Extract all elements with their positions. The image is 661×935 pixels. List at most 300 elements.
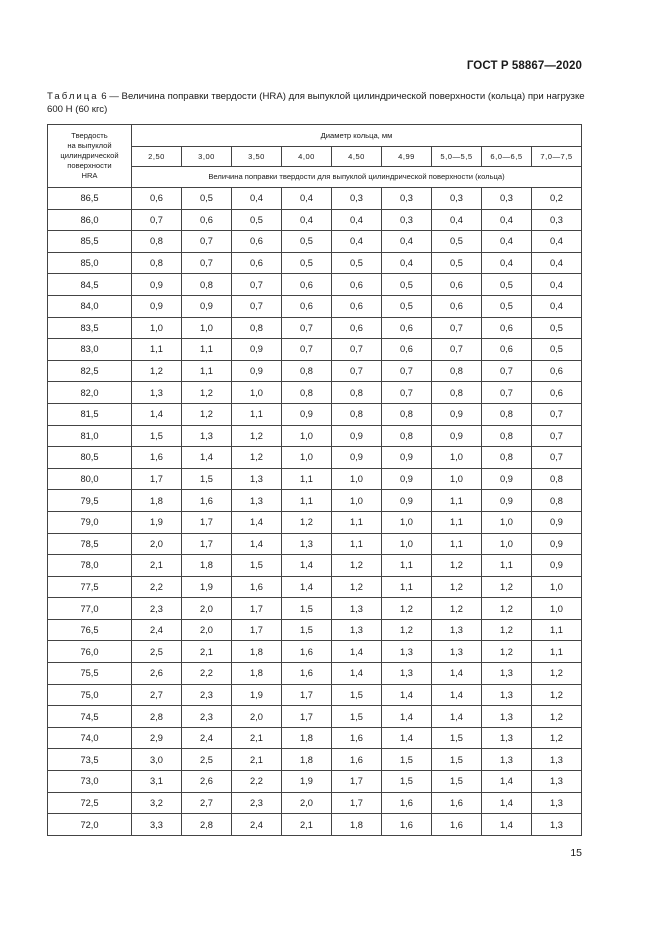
correction-value-cell: 0,8 — [282, 382, 332, 404]
correction-value-cell: 0,7 — [482, 382, 532, 404]
correction-value-cell: 1,4 — [432, 663, 482, 685]
correction-value-cell: 1,1 — [432, 490, 482, 512]
correction-value-cell: 1,3 — [532, 749, 582, 771]
correction-value-cell: 1,2 — [482, 641, 532, 663]
correction-value-cell: 0,3 — [332, 188, 382, 210]
correction-value-cell: 1,4 — [382, 706, 432, 728]
correction-value-cell: 0,4 — [282, 188, 332, 210]
correction-value-cell: 1,3 — [282, 533, 332, 555]
correction-value-cell: 0,8 — [482, 403, 532, 425]
correction-value-cell: 1,3 — [232, 468, 282, 490]
diameter-header-cell: 4,99 — [382, 147, 432, 167]
correction-value-cell: 0,4 — [482, 231, 532, 253]
correction-value-cell: 2,3 — [232, 792, 282, 814]
correction-value-cell: 0,7 — [282, 317, 332, 339]
correction-value-cell: 0,9 — [432, 425, 482, 447]
diameter-header-cell: 6,0—6,5 — [482, 147, 532, 167]
correction-value-cell: 0,8 — [282, 360, 332, 382]
hra-value-cell: 74,0 — [48, 727, 132, 749]
correction-value-cell: 0,4 — [332, 209, 382, 231]
correction-value-cell: 1,0 — [432, 468, 482, 490]
correction-value-cell: 0,6 — [332, 317, 382, 339]
correction-value-cell: 0,8 — [482, 447, 532, 469]
document-code: ГОСТ Р 58867—2020 — [466, 60, 582, 72]
correction-value-cell: 1,5 — [282, 598, 332, 620]
caption-text: 6 — Величина поправки твердости (HRA) для выпуклой цилиндрической поверхности (кольца) при нагрузке 600 Н (60 кгс) — [47, 91, 585, 115]
correction-value-cell: 3,0 — [132, 749, 182, 771]
correction-value-cell: 0,7 — [332, 360, 382, 382]
correction-value-cell: 0,3 — [382, 188, 432, 210]
correction-value-cell: 2,4 — [132, 619, 182, 641]
correction-value-cell: 2,7 — [182, 792, 232, 814]
correction-value-cell: 0,7 — [482, 360, 532, 382]
correction-value-cell: 0,9 — [132, 295, 182, 317]
hra-value-cell: 85,0 — [48, 252, 132, 274]
correction-value-cell: 1,6 — [332, 727, 382, 749]
correction-value-cell: 0,8 — [482, 425, 532, 447]
diameter-group-header: Диаметр кольца, мм — [132, 125, 582, 147]
correction-value-cell: 0,8 — [182, 274, 232, 296]
correction-value-cell: 0,5 — [532, 317, 582, 339]
correction-value-cell: 1,7 — [232, 619, 282, 641]
correction-value-cell: 1,2 — [532, 663, 582, 685]
correction-value-cell: 1,2 — [482, 619, 532, 641]
correction-value-cell: 1,9 — [182, 576, 232, 598]
correction-value-cell: 1,0 — [382, 511, 432, 533]
hra-value-cell: 81,5 — [48, 403, 132, 425]
correction-value-cell: 1,4 — [282, 555, 332, 577]
correction-value-cell: 1,0 — [532, 598, 582, 620]
correction-value-cell: 0,8 — [532, 490, 582, 512]
correction-value-cell: 0,7 — [232, 295, 282, 317]
correction-value-cell: 0,5 — [282, 231, 332, 253]
correction-value-cell: 1,1 — [382, 576, 432, 598]
correction-value-cell: 0,4 — [332, 231, 382, 253]
correction-value-cell: 0,8 — [382, 425, 432, 447]
correction-value-cell: 1,0 — [432, 447, 482, 469]
correction-value-cell: 0,9 — [482, 468, 532, 490]
correction-value-cell: 1,3 — [532, 792, 582, 814]
hardness-column-header — [48, 125, 132, 188]
correction-value-cell: 2,2 — [182, 663, 232, 685]
correction-value-cell: 1,1 — [432, 533, 482, 555]
correction-value-cell: 0,6 — [382, 317, 432, 339]
hra-value-cell: 73,5 — [48, 749, 132, 771]
correction-value-cell: 2,0 — [232, 706, 282, 728]
diameter-header-cell: 4,50 — [332, 147, 382, 167]
correction-value-cell: 1,5 — [232, 555, 282, 577]
hra-value-cell: 79,5 — [48, 490, 132, 512]
correction-value-cell: 0,7 — [382, 360, 432, 382]
table-row — [48, 382, 582, 404]
correction-value-cell: 1,8 — [132, 490, 182, 512]
caption-label: Таблица — [47, 91, 99, 102]
correction-value-cell: 1,1 — [532, 641, 582, 663]
correction-value-cell: 2,0 — [182, 598, 232, 620]
correction-value-cell: 1,2 — [182, 403, 232, 425]
correction-value-cell: 1,1 — [232, 403, 282, 425]
correction-value-cell: 1,4 — [282, 576, 332, 598]
correction-value-cell: 2,1 — [232, 727, 282, 749]
correction-value-cell: 1,3 — [482, 663, 532, 685]
table-row — [48, 339, 582, 361]
table-row — [48, 511, 582, 533]
correction-value-cell: 0,7 — [532, 403, 582, 425]
correction-value-cell: 2,4 — [232, 814, 282, 836]
table-row — [48, 598, 582, 620]
correction-value-cell: 0,4 — [482, 209, 532, 231]
hra-value-cell: 80,5 — [48, 447, 132, 469]
correction-value-cell: 0,7 — [532, 425, 582, 447]
correction-value-cell: 1,7 — [182, 533, 232, 555]
hra-value-cell: 83,5 — [48, 317, 132, 339]
correction-value-cell: 0,7 — [132, 209, 182, 231]
table-row — [48, 727, 582, 749]
correction-value-cell: 1,2 — [232, 425, 282, 447]
correction-value-cell: 1,9 — [282, 771, 332, 793]
hra-value-cell: 86,5 — [48, 188, 132, 210]
correction-value-cell: 0,4 — [532, 252, 582, 274]
correction-value-cell: 0,6 — [482, 317, 532, 339]
corner-header-line: цилиндрической — [60, 151, 119, 160]
correction-value-cell: 0,6 — [532, 360, 582, 382]
correction-value-cell: 0,8 — [432, 382, 482, 404]
correction-value-cell: 0,8 — [132, 231, 182, 253]
correction-value-cell: 2,1 — [182, 641, 232, 663]
corner-header-line: поверхности — [67, 161, 112, 170]
correction-value-cell: 1,2 — [332, 576, 382, 598]
table-row — [48, 403, 582, 425]
correction-value-cell: 0,9 — [382, 447, 432, 469]
diameter-header-cell: 3,50 — [232, 147, 282, 167]
correction-value-cell: 1,0 — [482, 533, 532, 555]
correction-value-cell: 0,6 — [532, 382, 582, 404]
table-row — [48, 792, 582, 814]
correction-value-cell: 1,0 — [282, 447, 332, 469]
correction-value-cell: 1,7 — [232, 598, 282, 620]
correction-value-cell: 0,8 — [382, 403, 432, 425]
hra-value-cell: 76,5 — [48, 619, 132, 641]
correction-value-cell: 2,1 — [232, 749, 282, 771]
table-row — [48, 533, 582, 555]
correction-value-cell: 1,7 — [282, 684, 332, 706]
correction-value-cell: 0,6 — [182, 209, 232, 231]
correction-value-cell: 1,1 — [532, 619, 582, 641]
correction-value-cell: 1,6 — [282, 663, 332, 685]
correction-value-cell: 1,1 — [182, 339, 232, 361]
correction-value-cell: 1,5 — [382, 749, 432, 771]
correction-value-cell: 1,7 — [132, 468, 182, 490]
table-row — [48, 317, 582, 339]
correction-value-cell: 1,1 — [382, 555, 432, 577]
correction-value-cell: 0,9 — [432, 403, 482, 425]
correction-value-cell: 1,6 — [132, 447, 182, 469]
table-row — [48, 274, 582, 296]
correction-value-cell: 2,0 — [282, 792, 332, 814]
correction-value-cell: 1,4 — [232, 533, 282, 555]
correction-value-cell: 2,5 — [182, 749, 232, 771]
diameter-header-cell: 4,00 — [282, 147, 332, 167]
correction-value-cell: 1,0 — [232, 382, 282, 404]
correction-value-cell: 0,9 — [532, 555, 582, 577]
correction-value-cell: 0,7 — [182, 252, 232, 274]
correction-value-cell: 1,5 — [282, 619, 332, 641]
correction-value-cell: 0,7 — [432, 317, 482, 339]
correction-sub-header: Величина поправки твердости для выпуклой цилиндрической поверхности (кольца) — [132, 166, 582, 187]
corner-header-line: на выпуклой — [67, 141, 112, 150]
correction-value-cell: 0,9 — [232, 339, 282, 361]
correction-value-cell: 1,0 — [282, 425, 332, 447]
correction-value-cell: 1,4 — [482, 814, 532, 836]
correction-value-cell: 1,2 — [432, 576, 482, 598]
correction-value-cell: 0,9 — [332, 425, 382, 447]
hra-value-cell: 84,0 — [48, 295, 132, 317]
correction-value-cell: 1,5 — [332, 706, 382, 728]
hra-value-cell: 73,0 — [48, 771, 132, 793]
correction-value-cell: 2,8 — [132, 706, 182, 728]
correction-value-cell: 0,6 — [232, 231, 282, 253]
correction-value-cell: 1,4 — [482, 792, 532, 814]
hra-value-cell: 78,0 — [48, 555, 132, 577]
correction-value-cell: 1,9 — [232, 684, 282, 706]
table-row — [48, 252, 582, 274]
diameter-header-cell: 3,00 — [182, 147, 232, 167]
correction-value-cell: 1,2 — [432, 598, 482, 620]
table-row — [48, 684, 582, 706]
correction-value-cell: 0,9 — [232, 360, 282, 382]
hra-value-cell: 72,5 — [48, 792, 132, 814]
correction-value-cell: 0,3 — [432, 188, 482, 210]
correction-value-cell: 2,5 — [132, 641, 182, 663]
correction-value-cell: 3,2 — [132, 792, 182, 814]
corner-header-line: Твердость — [71, 131, 108, 140]
correction-value-cell: 1,3 — [132, 382, 182, 404]
correction-value-cell: 1,8 — [282, 749, 332, 771]
hra-value-cell: 81,0 — [48, 425, 132, 447]
correction-value-cell: 1,4 — [332, 663, 382, 685]
correction-value-cell: 1,2 — [332, 555, 382, 577]
correction-value-cell: 0,5 — [232, 209, 282, 231]
correction-value-cell: 0,5 — [432, 252, 482, 274]
correction-value-cell: 0,6 — [282, 274, 332, 296]
correction-value-cell: 1,0 — [332, 490, 382, 512]
correction-value-cell: 1,6 — [332, 749, 382, 771]
correction-value-cell: 0,4 — [382, 252, 432, 274]
correction-value-cell: 2,3 — [182, 706, 232, 728]
correction-value-cell: 0,3 — [382, 209, 432, 231]
correction-value-cell: 0,5 — [332, 252, 382, 274]
correction-value-cell: 0,3 — [482, 188, 532, 210]
correction-value-cell: 0,4 — [382, 231, 432, 253]
correction-value-cell: 0,9 — [532, 511, 582, 533]
correction-value-cell: 0,7 — [382, 382, 432, 404]
correction-value-cell: 1,3 — [382, 663, 432, 685]
hra-value-cell: 82,5 — [48, 360, 132, 382]
hra-value-cell: 86,0 — [48, 209, 132, 231]
diameter-header-cell: 5,0—5,5 — [432, 147, 482, 167]
hra-value-cell: 85,5 — [48, 231, 132, 253]
table-row — [48, 468, 582, 490]
hra-value-cell: 83,0 — [48, 339, 132, 361]
correction-value-cell: 1,1 — [332, 511, 382, 533]
correction-value-cell: 1,3 — [482, 727, 532, 749]
correction-value-cell: 1,4 — [132, 403, 182, 425]
correction-value-cell: 1,8 — [232, 663, 282, 685]
correction-value-cell: 0,4 — [482, 252, 532, 274]
correction-value-cell: 2,8 — [182, 814, 232, 836]
correction-value-cell: 1,8 — [282, 727, 332, 749]
table-row — [48, 188, 582, 210]
correction-value-cell: 0,2 — [532, 188, 582, 210]
correction-value-cell: 2,9 — [132, 727, 182, 749]
correction-value-cell: 0,7 — [532, 447, 582, 469]
correction-value-cell: 1,2 — [132, 360, 182, 382]
correction-value-cell: 1,8 — [182, 555, 232, 577]
table-row — [48, 641, 582, 663]
correction-value-cell: 1,5 — [332, 684, 382, 706]
correction-value-cell: 1,1 — [432, 511, 482, 533]
correction-value-cell: 1,3 — [432, 619, 482, 641]
correction-value-cell: 2,0 — [182, 619, 232, 641]
correction-value-cell: 1,2 — [282, 511, 332, 533]
correction-value-cell: 2,7 — [132, 684, 182, 706]
correction-value-cell: 0,6 — [332, 295, 382, 317]
correction-value-cell: 0,5 — [482, 295, 532, 317]
correction-value-cell: 0,6 — [282, 295, 332, 317]
correction-value-cell: 0,5 — [382, 274, 432, 296]
correction-value-cell: 1,1 — [282, 468, 332, 490]
correction-value-cell: 1,6 — [232, 576, 282, 598]
hra-value-cell: 77,5 — [48, 576, 132, 598]
correction-value-cell: 0,5 — [282, 252, 332, 274]
correction-value-cell: 0,5 — [182, 188, 232, 210]
correction-value-cell: 1,1 — [182, 360, 232, 382]
correction-value-cell: 1,4 — [482, 771, 532, 793]
correction-value-cell: 1,5 — [182, 468, 232, 490]
correction-value-cell: 0,8 — [232, 317, 282, 339]
correction-value-cell: 1,2 — [482, 576, 532, 598]
correction-value-cell: 0,7 — [282, 339, 332, 361]
correction-value-cell: 1,7 — [332, 771, 382, 793]
correction-value-cell: 1,5 — [382, 771, 432, 793]
correction-value-cell: 1,9 — [132, 511, 182, 533]
diameter-header-cell: 7,0—7,5 — [532, 147, 582, 167]
correction-value-cell: 3,3 — [132, 814, 182, 836]
correction-value-cell: 1,1 — [332, 533, 382, 555]
table-row — [48, 814, 582, 836]
correction-value-cell: 3,1 — [132, 771, 182, 793]
correction-value-cell: 1,0 — [382, 533, 432, 555]
correction-value-cell: 1,2 — [382, 598, 432, 620]
correction-value-cell: 0,8 — [432, 360, 482, 382]
table-row — [48, 490, 582, 512]
correction-value-cell: 1,7 — [332, 792, 382, 814]
correction-value-cell: 0,5 — [532, 339, 582, 361]
correction-value-cell: 1,2 — [382, 619, 432, 641]
diameter-header-cell: 2,50 — [132, 147, 182, 167]
correction-value-cell: 1,5 — [432, 749, 482, 771]
correction-value-cell: 2,2 — [232, 771, 282, 793]
correction-value-cell: 0,8 — [332, 403, 382, 425]
table-row — [48, 295, 582, 317]
correction-value-cell: 0,8 — [332, 382, 382, 404]
correction-value-cell: 1,8 — [332, 814, 382, 836]
correction-value-cell: 1,5 — [432, 771, 482, 793]
correction-value-cell: 1,2 — [182, 382, 232, 404]
table-row — [48, 555, 582, 577]
correction-value-cell: 0,8 — [532, 468, 582, 490]
correction-value-cell: 0,5 — [382, 295, 432, 317]
correction-value-cell: 0,6 — [432, 295, 482, 317]
correction-value-cell: 0,6 — [432, 274, 482, 296]
hra-value-cell: 80,0 — [48, 468, 132, 490]
correction-value-cell: 1,6 — [182, 490, 232, 512]
correction-value-cell: 0,4 — [432, 209, 482, 231]
page-number: 15 — [570, 847, 582, 859]
correction-value-cell: 0,9 — [532, 533, 582, 555]
correction-value-cell: 1,0 — [332, 468, 382, 490]
correction-value-cell: 0,4 — [532, 231, 582, 253]
table-row — [48, 360, 582, 382]
correction-value-cell: 1,2 — [232, 447, 282, 469]
correction-value-cell: 2,6 — [182, 771, 232, 793]
correction-value-cell: 0,5 — [432, 231, 482, 253]
correction-value-cell: 1,2 — [482, 598, 532, 620]
correction-value-cell: 0,4 — [532, 274, 582, 296]
hra-value-cell: 77,0 — [48, 598, 132, 620]
correction-value-cell: 1,3 — [482, 684, 532, 706]
correction-value-cell: 1,2 — [432, 555, 482, 577]
correction-value-cell: 1,5 — [432, 727, 482, 749]
hra-value-cell: 75,0 — [48, 684, 132, 706]
correction-value-cell: 1,4 — [432, 684, 482, 706]
correction-value-cell: 0,8 — [132, 252, 182, 274]
correction-value-cell: 1,0 — [482, 511, 532, 533]
table-row — [48, 663, 582, 685]
correction-value-cell: 1,0 — [132, 317, 182, 339]
correction-value-cell: 1,3 — [482, 706, 532, 728]
table-row — [48, 619, 582, 641]
correction-value-cell: 1,3 — [182, 425, 232, 447]
correction-value-cell: 0,9 — [482, 490, 532, 512]
table-row — [48, 447, 582, 469]
correction-value-cell: 1,2 — [532, 727, 582, 749]
correction-value-cell: 0,7 — [182, 231, 232, 253]
correction-value-cell: 0,5 — [482, 274, 532, 296]
correction-value-cell: 2,4 — [182, 727, 232, 749]
hra-value-cell: 74,5 — [48, 706, 132, 728]
correction-value-cell: 1,3 — [532, 814, 582, 836]
correction-value-cell: 1,4 — [182, 447, 232, 469]
correction-value-cell: 1,2 — [532, 684, 582, 706]
correction-value-cell: 0,9 — [332, 447, 382, 469]
correction-value-cell: 1,4 — [382, 684, 432, 706]
correction-value-cell: 0,6 — [332, 274, 382, 296]
correction-value-cell: 1,6 — [432, 814, 482, 836]
correction-value-cell: 1,3 — [432, 641, 482, 663]
correction-value-cell: 1,5 — [132, 425, 182, 447]
correction-value-cell: 2,0 — [132, 533, 182, 555]
correction-value-cell: 1,7 — [182, 511, 232, 533]
correction-value-cell: 1,1 — [282, 490, 332, 512]
correction-value-cell: 0,6 — [132, 188, 182, 210]
correction-value-cell: 0,4 — [232, 188, 282, 210]
correction-value-cell: 1,3 — [532, 771, 582, 793]
correction-value-cell: 0,4 — [532, 295, 582, 317]
correction-value-cell: 1,0 — [182, 317, 232, 339]
correction-value-cell: 1,4 — [432, 706, 482, 728]
correction-value-cell: 2,6 — [132, 663, 182, 685]
